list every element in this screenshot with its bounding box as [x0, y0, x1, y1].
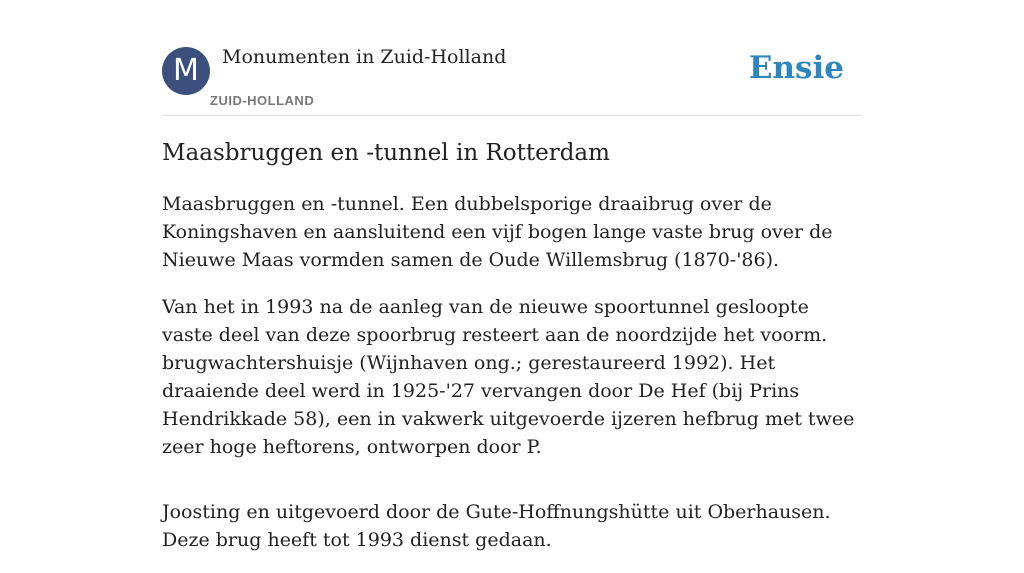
article-paragraph: Joosting en uitgevoerd door de Gute-Hoffnungshütte uit Oberhausen. Deze brug heeft tot 1993 dienst gedaan.	[162, 501, 831, 551]
brand-logo[interactable]: Ensie	[748, 50, 844, 86]
article-paragraph: Van het in 1993 na de aanleg van de nieuwe spoortunnel gesloopte vaste deel van deze spoorbrug resteert aan de noordzijde het voorm. brugwachtershuisje (Wijnhaven ong.; gerestaureerd 1992). Het draaiende deel werd in 1925-'27 vervangen door De Hef (bij Prins Hendrikkade 58), een in vakwerk uitgevoerde ijzeren hefbrug met twee zeer hoge heftorens, ontworpen door P.	[162, 296, 855, 458]
header-divider	[162, 115, 862, 116]
article-paragraph: Maasbruggen en -tunnel. Een dubbelsporige draaibrug over de Koningshaven en aansluitend een vijf bogen lange vaste brug over de Nieuwe Maas vormden samen de Oude Willemsbrug (1870-'86).	[162, 193, 833, 271]
avatar[interactable]: M	[162, 47, 210, 95]
article-title: Maasbruggen en -tunnel in Rotterdam	[162, 140, 610, 166]
article	[162, 140, 862, 573]
category-link[interactable]: ZUID-HOLLAND	[210, 93, 315, 108]
book-title-link[interactable]: Monumenten in Zuid-Holland	[222, 46, 507, 68]
page-header	[162, 46, 862, 116]
